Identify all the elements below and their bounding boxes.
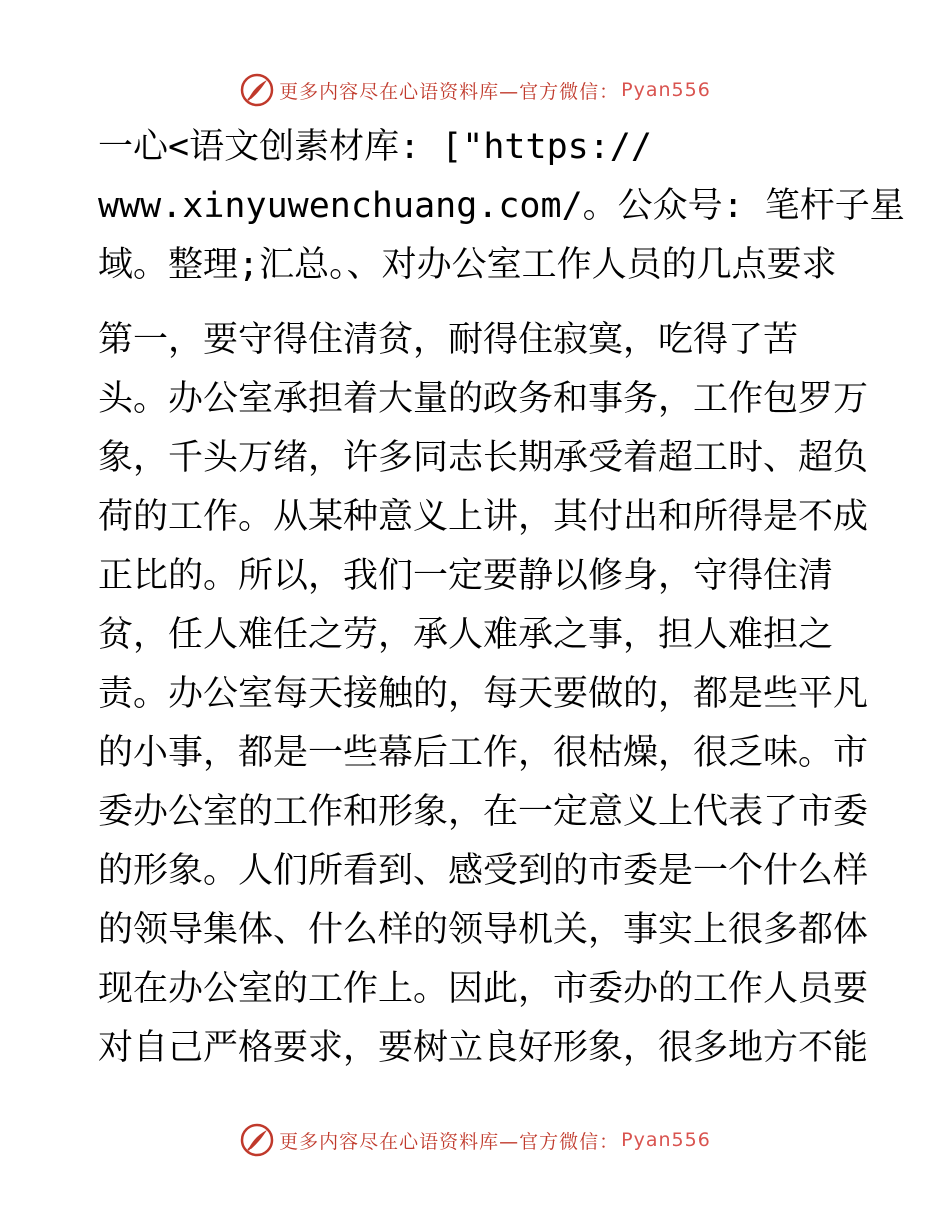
body-line: 对自己严格要求，要树立良好形象，很多地方不能 (98, 1028, 869, 1068)
body-line: 头。办公室承担着大量的政务和事务，工作包罗万 (98, 379, 869, 419)
banner-wechat-id: Pyan556 (621, 1129, 711, 1151)
body-line: 责。办公室每天接触的，每天要做的，都是些平凡 (98, 674, 869, 714)
body-line: 荷的工作。从某种意义上讲，其付出和所得是不成 (98, 497, 869, 537)
body-line: 的形象。人们所看到、感受到的市委是一个什么样 (98, 851, 869, 891)
body-line: 现在办公室的工作上。因此，市委办的工作人员要 (98, 969, 869, 1009)
body-line: 第一，要守得住清贫，耐得住寂寞，吃得了苦 (98, 320, 799, 360)
body-line: 正比的。所以，我们一定要静以修身，守得住清 (98, 556, 834, 596)
quill-logo-icon (239, 72, 275, 108)
banner-text: 更多内容尽在心语资料库—官方微信： (279, 1130, 620, 1153)
body-line: 的领导集体、什么样的领导机关，事实上很多都体 (98, 910, 869, 950)
header-watermark-banner (0, 70, 950, 110)
body-line: 象，千头万绪，许多同志长期承受着超工时、超负 (98, 438, 869, 478)
header-line: 域。整理;汇总。、对办公室工作人员的几点要求 (98, 245, 837, 285)
body-line: 委办公室的工作和形象，在一定意义上代表了市委 (98, 792, 869, 832)
header-line: www.xinyuwenchuang.com/。公众号: 笔杆子星 (98, 186, 905, 226)
document-header (98, 118, 905, 295)
footer-watermark-banner (0, 1120, 950, 1160)
banner-text: 更多内容尽在心语资料库—官方微信： (279, 80, 620, 103)
header-line: 一心<语文创素材库: ["https:// (98, 127, 652, 167)
body-line: 的小事，都是一些幕后工作，很枯燥，很乏味。市 (98, 733, 869, 773)
body-line: 贫，任人难任之劳，承人难承之事，担人难担之 (98, 615, 834, 655)
document-body (98, 311, 869, 1078)
quill-logo-icon (239, 1122, 275, 1158)
banner-wechat-id: Pyan556 (621, 79, 711, 101)
